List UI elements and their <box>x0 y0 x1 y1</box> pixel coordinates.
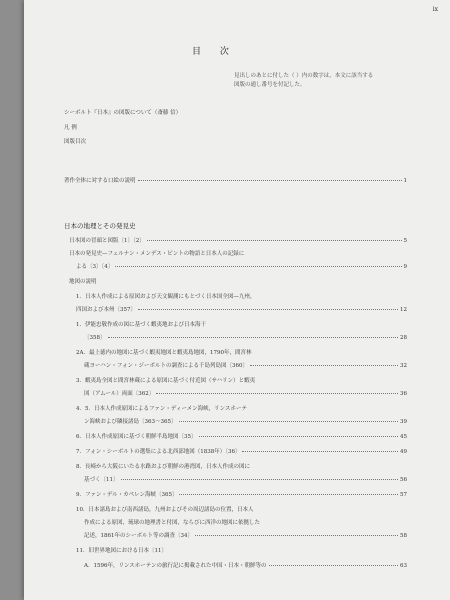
toc-line: ン海峡および隣接諸島〔363〜365〕 39 <box>84 419 407 425</box>
toc-line: 10．日本諸島および南西諸島，九州およびその周辺諸島の位置，日本人 <box>76 507 254 513</box>
toc-line: 1．伊能忠敬作成の図に基づく蝦夷地および日本海干 <box>76 322 207 328</box>
toc-line: 日本の発見史—フェルナン・メンデス・ピントの物語と日本人の記録に <box>69 251 245 257</box>
toc-line-overview: 著作全体に対する口絵の説明 1 <box>64 178 407 184</box>
toc-line: 11．旧世界地図における日本〔11〕 <box>76 548 167 554</box>
toc-line: 図（アムール）両面〔362〕 36 <box>84 391 407 397</box>
toc-line: よる〔3〕〔4〕 9 <box>76 264 407 270</box>
toc-line: 6．日本人作成原図に基づく朝鮮半島地図〔35〕 45 <box>76 434 407 440</box>
toc-line: 7．フォン・シーボルトの選集による北西部地図（1838年）〔36〕 49 <box>76 449 407 455</box>
toc-line: 基づく〔11〕 56 <box>84 477 407 483</box>
note-line-1: 見出しのあとに付した（ ）内の数字は，本文に該当する <box>234 73 374 79</box>
toc-item-explanatory-notes: 凡 例 <box>64 125 77 131</box>
toc-subheading: 地図の説明 <box>69 279 97 285</box>
document-page <box>24 0 450 600</box>
title-note <box>234 72 424 90</box>
toc-line: 3．蝦夷島全図と間宮林蔵による原図に基づく付近図（サハリン）と蝦夷 <box>76 378 256 384</box>
toc-line: 8．長崎から大阪にいたる水路および朝鮮の港湾図，日本人作成の図に <box>76 464 251 470</box>
toc-line: A．1596年，リンスホーテンの旅行記に掲載された中国・日本・朝鮮等の 63 <box>84 563 407 569</box>
toc-line: 記述，1861年のシーボルト等の調査〔34〕 58 <box>84 533 407 539</box>
toc-line: 4．5．日本人作成原図によるファン・ディーメン海峡，リンスホーテ <box>76 406 248 412</box>
toc-line: 日本図の冒頭と図版〔1〕〔2〕 5 <box>69 238 407 244</box>
page-title: 目 次 <box>192 47 237 57</box>
toc-item-siebold-intro: シーボルト『日本』の図版について（斎藤 信） <box>64 110 182 116</box>
page-number: ix <box>432 6 438 13</box>
toc-line: 作成による原図，琉球の地理書と付図，ならびに西洋の地図に依拠した <box>84 520 261 526</box>
toc-line: 2A．最上徳内の地図に基づく蝦夷地図と蝦夷島地図，1790年，間宮林 <box>76 350 252 356</box>
toc-line: 9．ファン・デル・カペレン海峡〔365〕 57 <box>76 492 407 498</box>
toc-line: 蔵ヨーハン・フォン・ジーボルトの調査による千島列島図〔360〕 32 <box>84 363 407 369</box>
section-heading: 日本の地理とその発見史 <box>64 222 136 230</box>
note-line-2: 図版の通し番号を付記した。 <box>234 82 306 88</box>
toc-line: 1．日本人作成による原図および天文観測にもとづく日本国全図—九州， <box>76 294 256 300</box>
toc-item-plate-list: 図版目次 <box>64 139 87 145</box>
toc-line: 四国および本州〔357〕 12 <box>76 307 407 313</box>
toc-line: 〔358〕 28 <box>84 335 407 341</box>
